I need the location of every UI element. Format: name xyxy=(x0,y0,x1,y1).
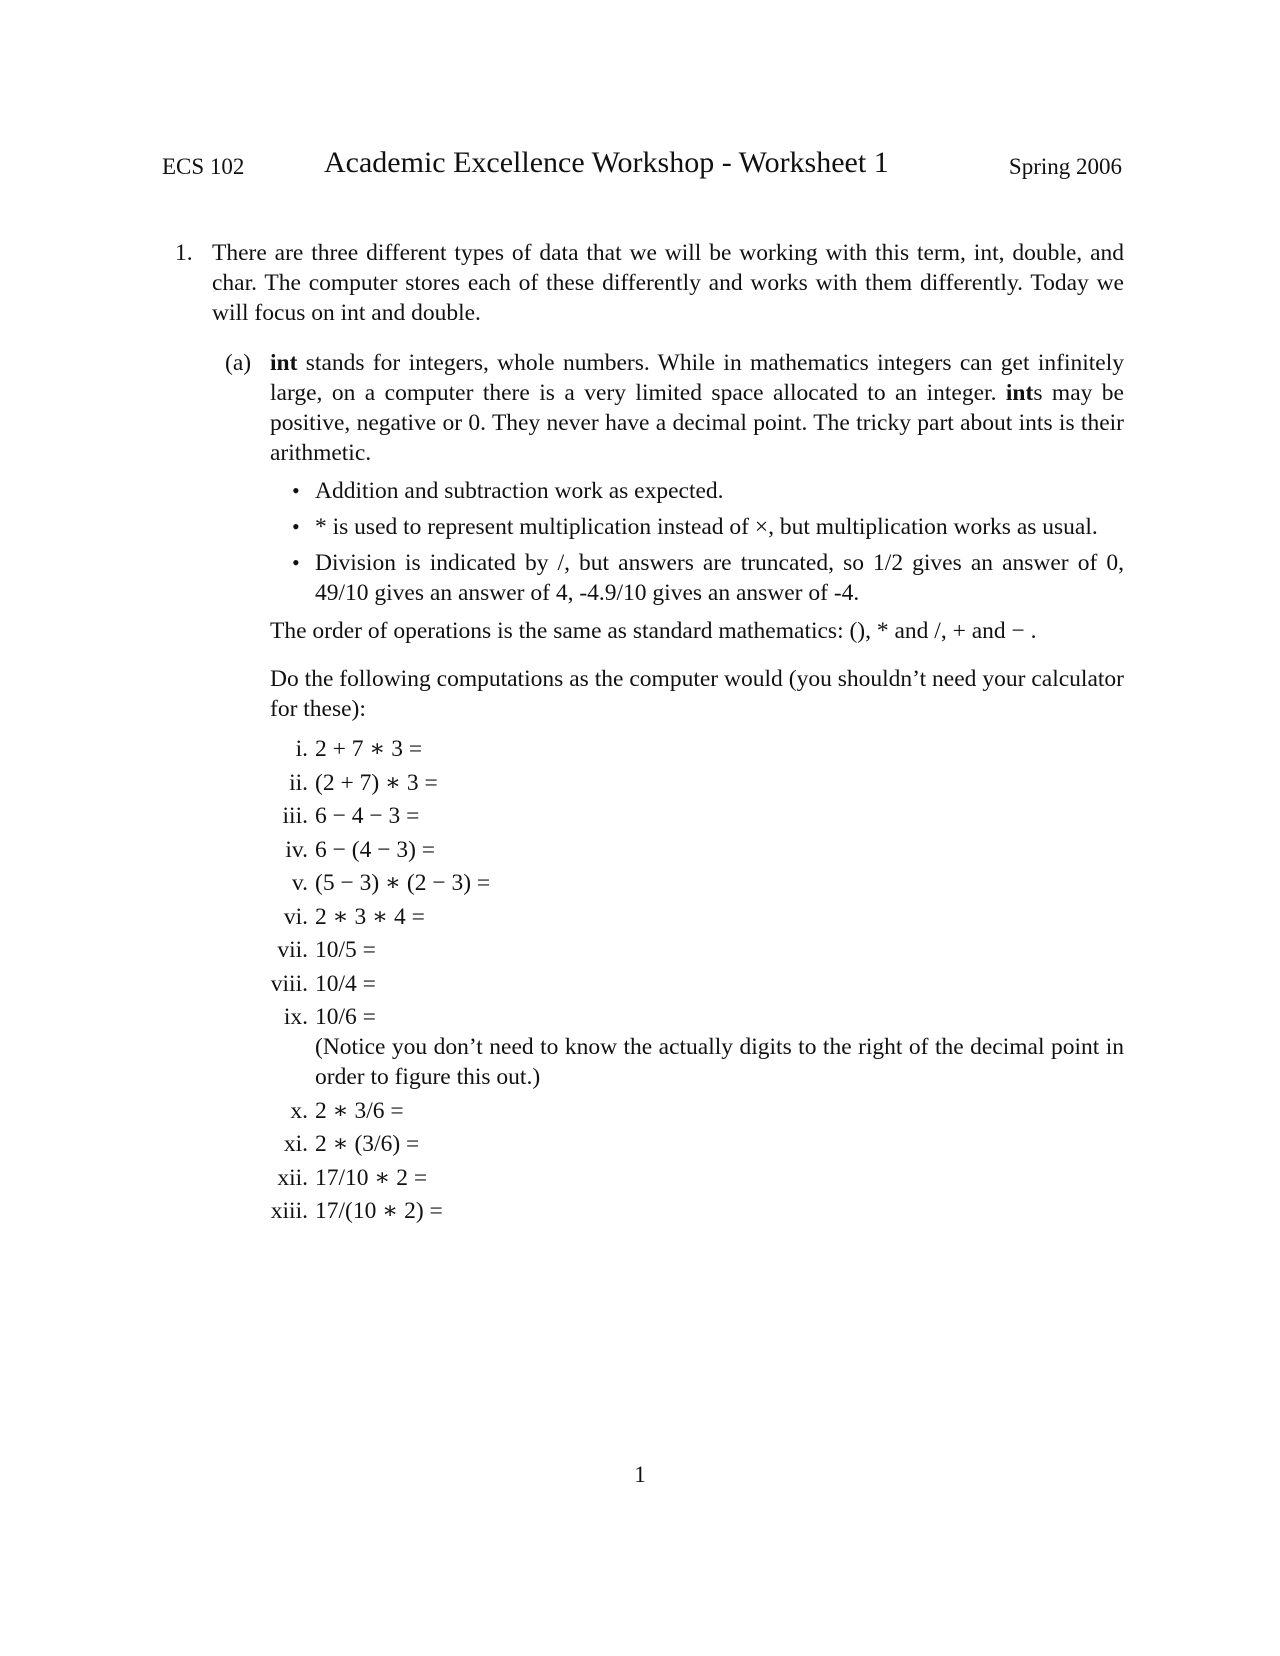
item-label: iii. xyxy=(282,803,308,829)
page-header xyxy=(162,146,1122,186)
term: Spring 2006 xyxy=(1008,154,1122,179)
bullet-text: Addition and subtraction work as expected. xyxy=(315,478,724,504)
expression: 10/5 = xyxy=(315,937,376,963)
list-item xyxy=(270,835,1124,865)
keyword-int: int xyxy=(270,350,298,376)
expression: 2 + 7 ∗ 3 = xyxy=(315,736,423,762)
expression: 10/4 = xyxy=(315,970,376,997)
list-item xyxy=(270,734,1124,764)
item-label: i. xyxy=(295,736,308,762)
list-item xyxy=(270,1196,1124,1226)
item-label: viii. xyxy=(270,970,308,997)
item-label: ix. xyxy=(283,1004,308,1030)
part-a-intro xyxy=(270,348,1124,468)
expression: 6 − (4 − 3) = xyxy=(315,836,436,863)
item-label: iv. xyxy=(285,836,308,863)
part-a-text-1: stands for integers, whole numbers. While in mathematics integers can get infinitely large, on a computer there is a very limited space allocated to an integer. xyxy=(270,350,1124,406)
item-label: ii. xyxy=(289,769,308,796)
expression: 17/10 ∗ 2 = xyxy=(315,1164,428,1191)
list-item xyxy=(270,935,1124,965)
list-item xyxy=(270,801,1124,831)
arithmetic-rules-list xyxy=(270,476,1124,608)
bullet-icon: • xyxy=(292,478,300,503)
order-of-operations: The order of operations is the same as standard mathematics: (), * and /, + and − . xyxy=(270,618,1037,644)
keyword-ints: int xyxy=(1005,380,1034,406)
list-item xyxy=(270,868,1124,898)
expression: 2 ∗ 3 ∗ 4 = xyxy=(315,903,425,930)
expression: (5 − 3) ∗ (2 − 3) = xyxy=(315,870,491,896)
expression: 17/(10 ∗ 2) = xyxy=(315,1198,443,1224)
item-label: xiii. xyxy=(270,1198,308,1224)
question-number: 1. xyxy=(175,240,193,266)
list-item xyxy=(270,969,1124,999)
item-label: vi. xyxy=(283,903,308,930)
item-label: v. xyxy=(291,870,308,896)
worksheet-content xyxy=(162,238,1124,1230)
item-label: vii. xyxy=(277,937,308,963)
bullet-text: * is used to represent multiplication instead of ×, but multiplication works as usual. xyxy=(315,514,1098,540)
part-a-label: (a) xyxy=(225,350,252,376)
expression: 10/6 = xyxy=(315,1004,376,1030)
course-code: ECS 102 xyxy=(162,154,245,179)
question-1-text: There are three different types of data that we will be working with this term, int, double, and char. The computer stores each of these differently and works with them differently. Today we will focus on int and double. xyxy=(212,240,1124,326)
computation-note: (Notice you don’t need to know the actually digits to the right of the decimal point in order to figure this out.) xyxy=(315,1034,1124,1090)
instructions: Do the following computations as the computer would (you shouldn’t need your calculator for these): xyxy=(270,666,1124,722)
list-item xyxy=(270,1002,1124,1092)
page-number: 1 xyxy=(634,1462,646,1487)
list-item xyxy=(270,902,1124,932)
bullet-text: Division is indicated by /, but answers are truncated, so 1/2 gives an answer of 0, 49/10 gives an answer of 4, -4.9/10 gives an answer of -4. xyxy=(315,550,1124,606)
expression: (2 + 7) ∗ 3 = xyxy=(315,769,438,796)
expression: 2 ∗ (3/6) = xyxy=(315,1131,420,1157)
bullet-icon: • xyxy=(292,514,300,539)
worksheet-title: Academic Excellence Workshop - Worksheet 1 xyxy=(324,146,889,179)
item-label: xi. xyxy=(283,1131,308,1157)
computation-list xyxy=(270,734,1124,1226)
bullet-icon: • xyxy=(292,550,300,575)
item-label: x. xyxy=(290,1097,308,1124)
expression: 6 − 4 − 3 = xyxy=(315,803,420,829)
list-item xyxy=(270,768,1124,798)
part-a xyxy=(225,348,1124,1226)
list-item xyxy=(270,1163,1124,1193)
list-item xyxy=(270,548,1124,608)
list-item xyxy=(270,476,1124,506)
list-item xyxy=(270,512,1124,542)
list-item xyxy=(270,1129,1124,1159)
list-item xyxy=(270,1096,1124,1126)
item-label: xii. xyxy=(277,1164,308,1191)
question-1 xyxy=(162,238,1124,328)
expression: 2 ∗ 3/6 = xyxy=(315,1097,404,1124)
part-a-text-2: s may be positive, negative or 0. They never have a decimal point. The tricky part about ints is their arithmetic. xyxy=(270,380,1124,466)
